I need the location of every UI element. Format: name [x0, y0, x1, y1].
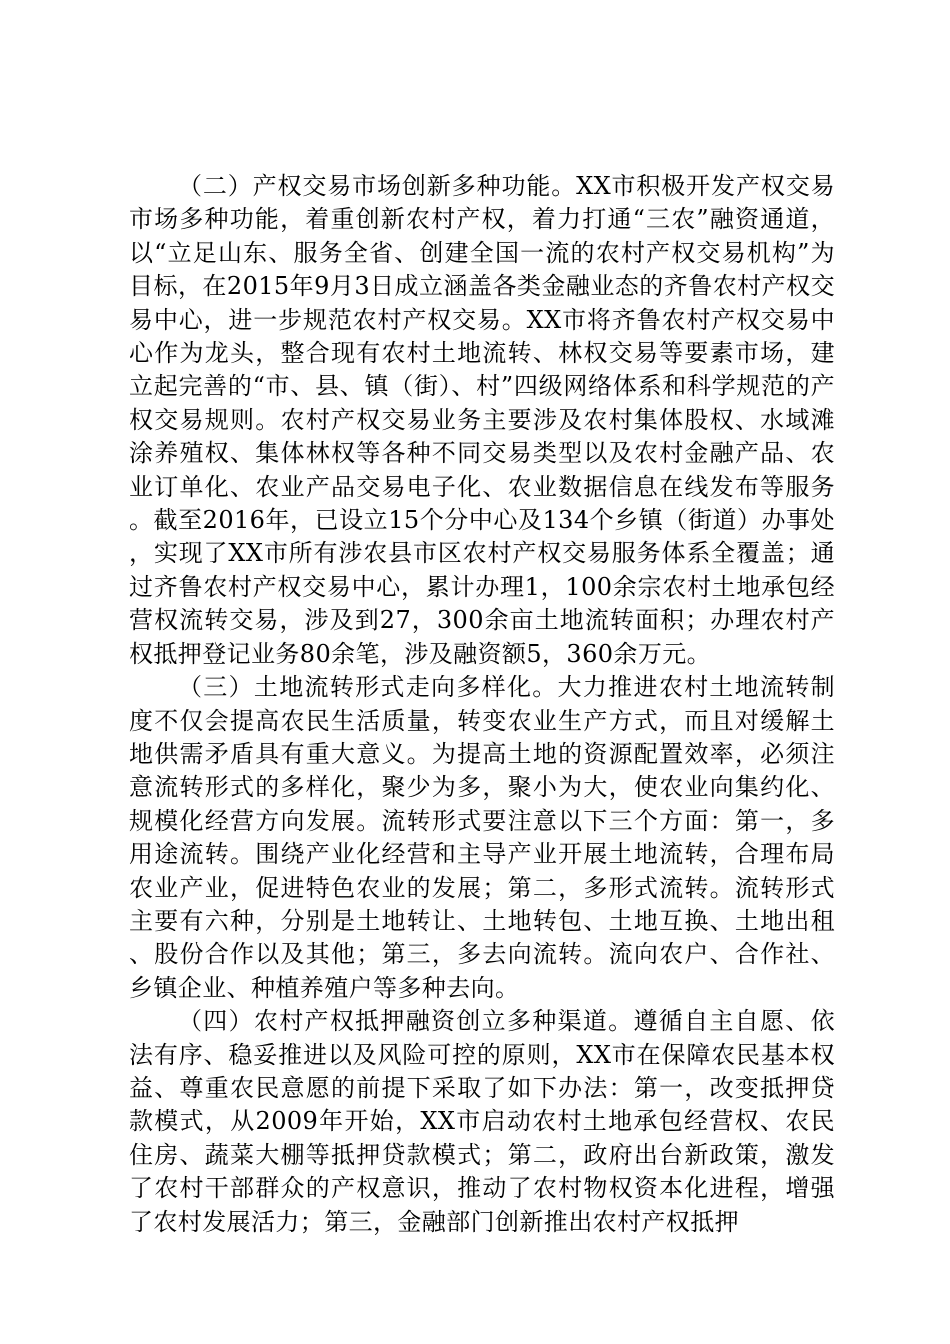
paragraph-property-trading-market: （二）产权交易市场创新多种功能。XX市积极开发产权交易市场多种功能，着重创新农村产权，着力打通“三农”融资通道，以“立足山东、服务全省、创建全国一流的农村产权交易机构”为目标，在2015年9月3日成立涵盖各类金融业态的齐鲁农村产权交易中心，进一步规范农村产权交易。XX市将齐鲁农村产权交易中心作为龙头，整合现有农村土地流转、林权交易等要素市场，建立起完善的“市、县、镇（街）、村”四级网络体系和科学规范的产权交易规则。农村产权交易业务主要涉及农村集体股权、水域滩涂养殖权、集体林权等各种不同交易类型以及农村金融产品、农业订单化、农业产品交易电子化、农业数据信息在线发布等服务。截至2016年，已设立15个分中心及134个乡镇（街道）办事处，实现了XX市所有涉农县市区农村产权交易服务体系全覆盖；通过齐鲁农村产权交易中心，累计办理1，100余宗农村土地承包经营权流转交易，涉及到27，300余亩土地流转面积；办理农村产权抵押登记业务80余笔，涉及融资额5，360余万元。 [129, 172, 835, 668]
document-body [129, 170, 835, 1239]
paragraph-land-transfer-forms: （三）土地流转形式走向多样化。大力推进农村土地流转制度不仅会提高农民生活质量，转变农业生产方式，而且对缓解土地供需矛盾具有重大意义。为提高土地的资源配置效率，必须注意流转形式的多样化，聚少为多，聚小为大，使农业向集约化、规模化经营方向发展。流转形式要注意以下三个方面：第一，多用途流转。围绕产业化经营和主导产业开展土地流转，合理布局农业产业，促进特色农业的发展；第二，多形式流转。流转形式主要有六种，分别是土地转让、土地转包、土地互换、土地出租、股份合作以及其他；第三，多去向流转。流向农户、合作社、乡镇企业、种植养殖户等多种去向。 [129, 673, 835, 1002]
paragraph-mortgage-financing: （四）农村产权抵押融资创立多种渠道。遵循自主自愿、依法有序、稳妥推进以及风险可控的原则，XX市在保障农民基本权益、尊重农民意愿的前提下采取了如下办法：第一，改变抵押贷款模式，从2009年开始，XX市启动农村土地承包经营权、农民住房、蔬菜大棚等抵押贷款模式；第二，政府出台新政策，激发了农村干部群众的产权意识，推动了农村物权资本化进程，增强了农村发展活力；第三，金融部门创新推出农村产权抵押 [129, 1007, 835, 1236]
